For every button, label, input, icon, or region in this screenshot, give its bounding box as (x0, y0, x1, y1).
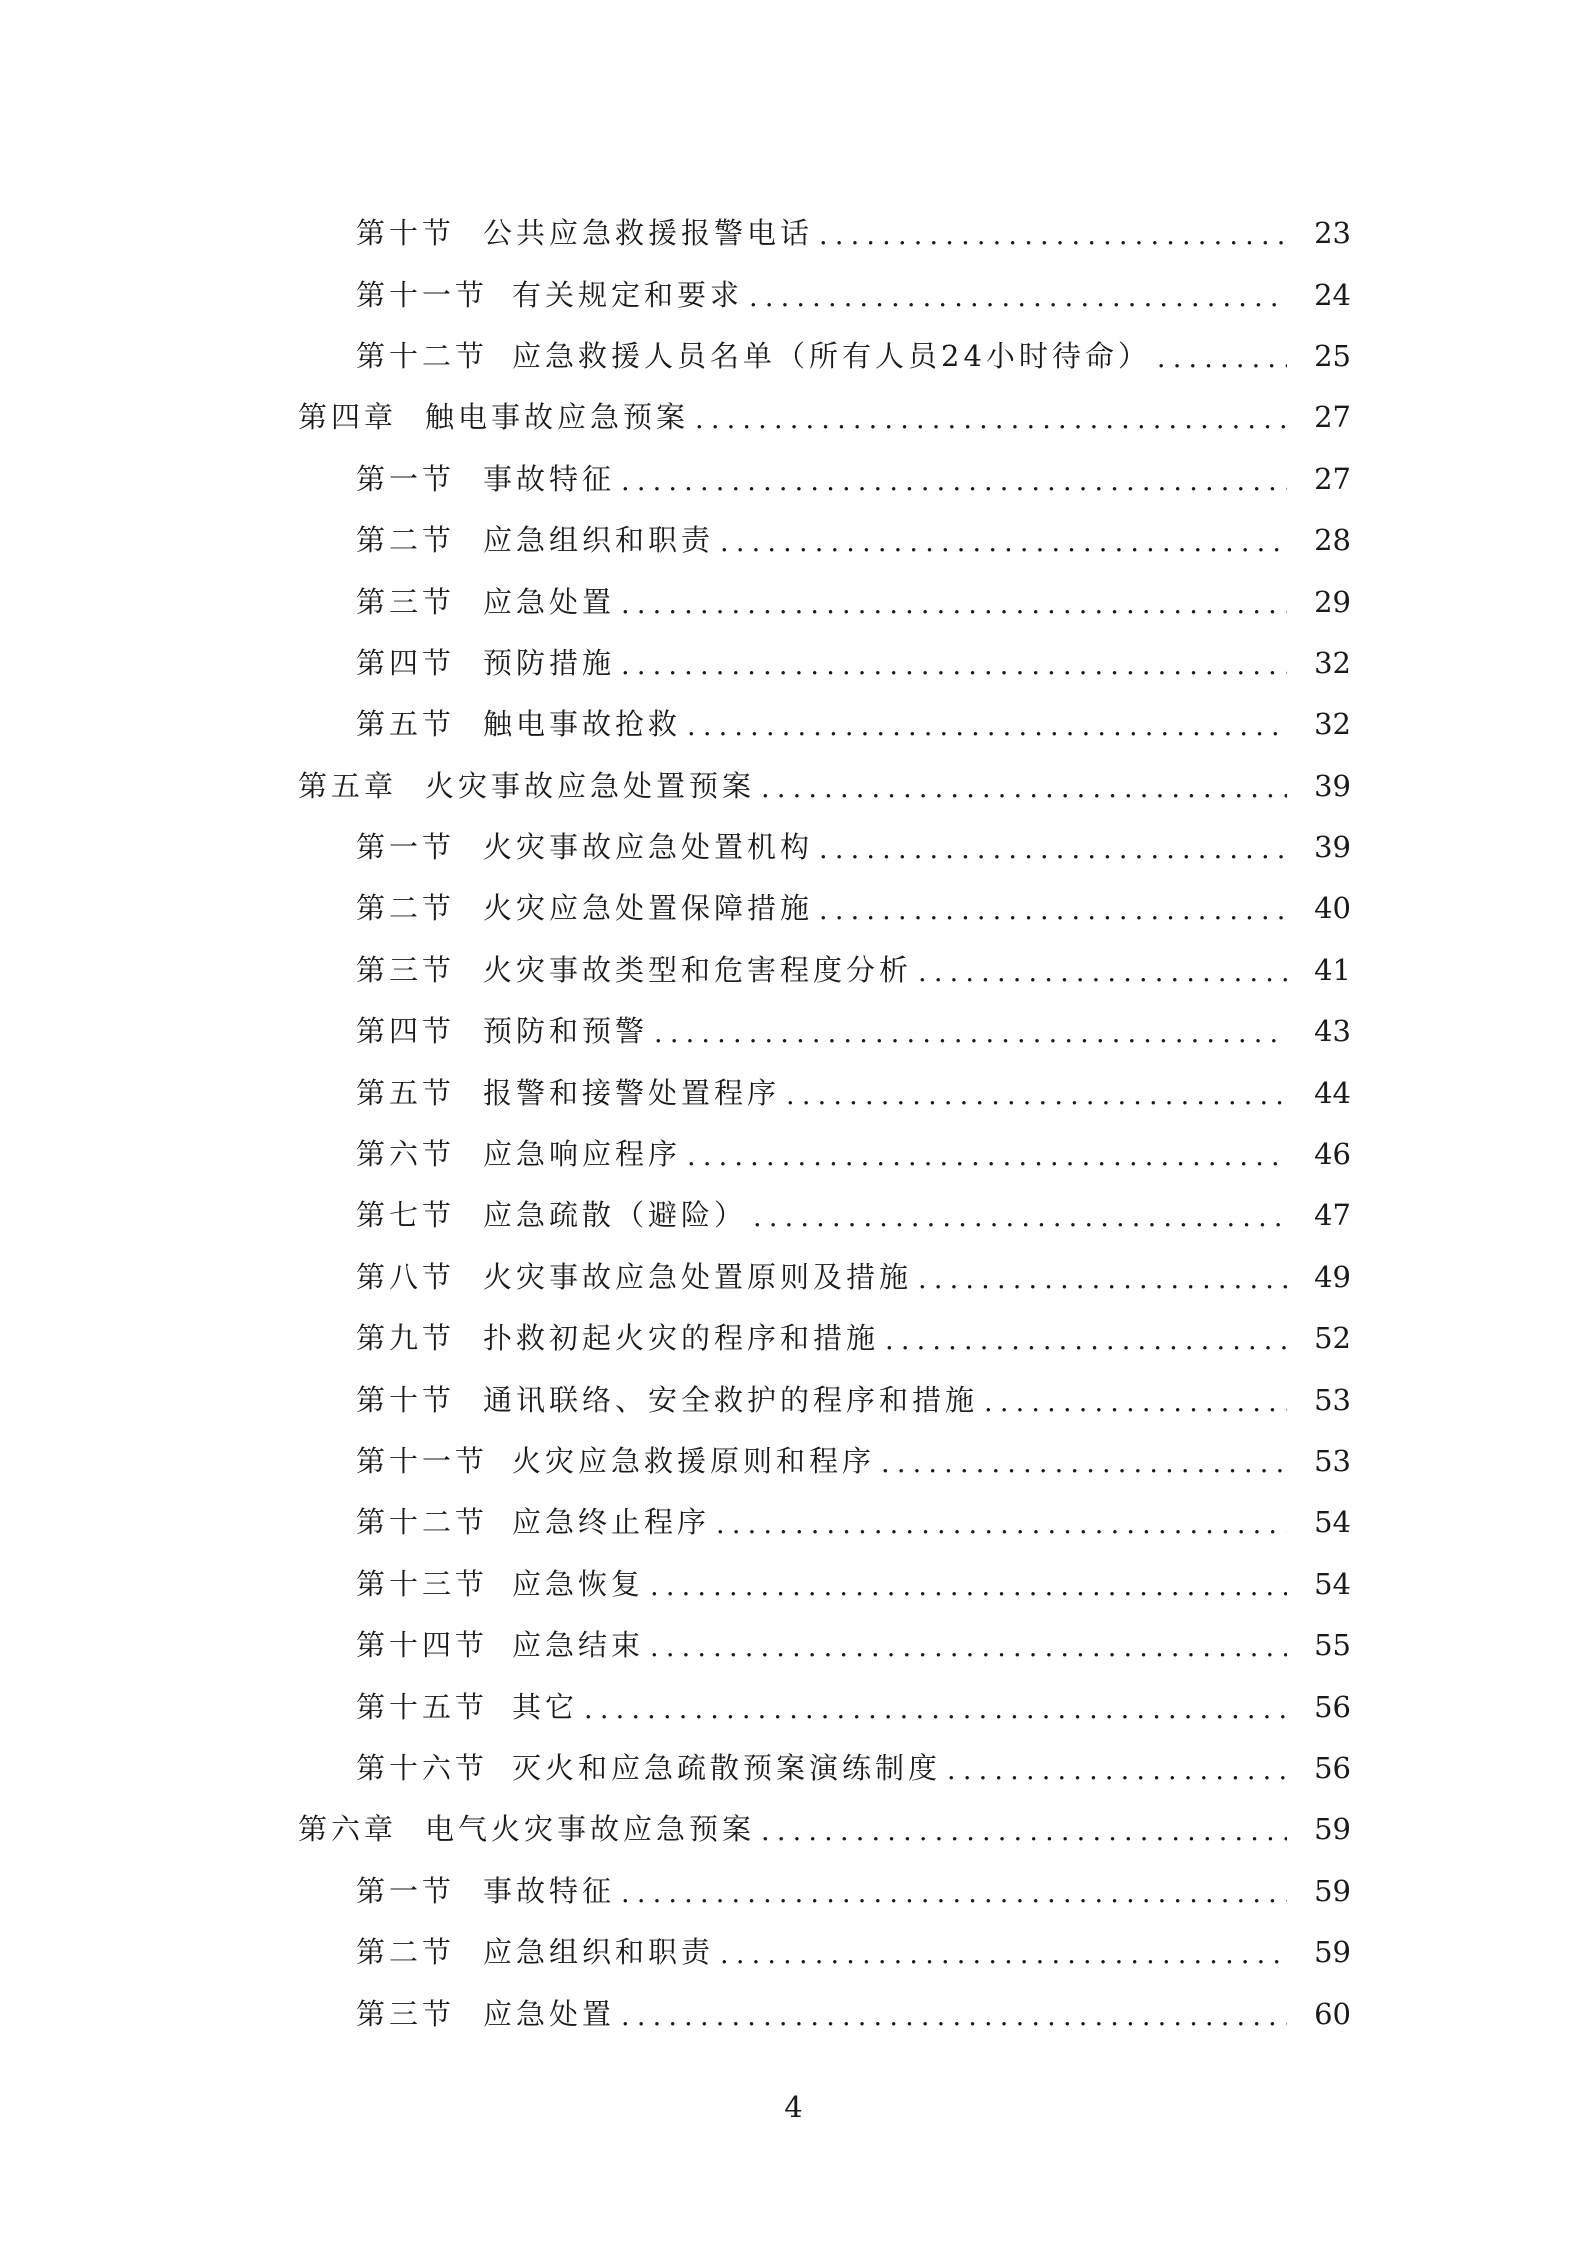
toc-entry-page-number: 27 (1314, 461, 1351, 496)
toc-entry-title: 事故特征 (483, 1873, 616, 1908)
toc-entry-page-number: 43 (1314, 1014, 1351, 1049)
toc-entry-label: 第二节 (356, 891, 456, 926)
toc-entry-label: 第一节 (356, 830, 456, 865)
toc-entry-label: 第十四节 (356, 1628, 489, 1663)
toc-dot-leader (819, 836, 1287, 863)
toc-entry-label: 第十六节 (356, 1750, 489, 1785)
toc-dot-leader (947, 1757, 1287, 1784)
toc-entry-title: 通讯联络、安全救护的程序和措施 (483, 1382, 979, 1417)
toc-entry-label: 第四节 (356, 1014, 456, 1049)
toc-entry-page-number: 32 (1314, 645, 1351, 680)
toc-entry-page-number: 28 (1314, 523, 1351, 558)
toc-dot-leader (720, 529, 1287, 556)
toc-dot-leader (621, 468, 1287, 495)
toc-entry-page-number: 49 (1314, 1259, 1351, 1294)
toc-dot-leader (984, 1389, 1287, 1416)
toc-section-entry[interactable] (0, 1185, 1587, 1246)
toc-entry-label: 第八节 (356, 1259, 456, 1294)
toc-entry-title: 火灾应急救援原则和程序 (512, 1444, 876, 1478)
toc-entry-page-number: 27 (1314, 400, 1351, 435)
toc-entry-title: 火灾事故应急处置预案 (425, 768, 756, 803)
toc-entry-label: 第六章 (298, 1812, 398, 1847)
toc-entry-label: 第三节 (356, 952, 456, 987)
toc-section-entry[interactable] (0, 1492, 1587, 1553)
toc-dot-leader (918, 1266, 1287, 1293)
toc-section-entry[interactable] (0, 1001, 1587, 1062)
toc-entry-label: 第十二节 (356, 338, 489, 373)
toc-section-entry[interactable] (0, 1124, 1587, 1185)
toc-entry-page-number: 39 (1314, 830, 1351, 865)
toc-entry-title: 应急终止程序 (512, 1505, 711, 1540)
toc-section-entry[interactable] (0, 571, 1587, 632)
toc-entry-page-number: 41 (1314, 952, 1351, 987)
toc-section-entry[interactable] (0, 1554, 1587, 1615)
toc-entry-label: 第三节 (356, 1996, 456, 2031)
toc-entry-title: 公共应急救援报警电话 (483, 216, 814, 251)
toc-entry-page-number: 56 (1314, 1689, 1351, 1724)
toc-entry-label: 第五章 (298, 768, 398, 803)
toc-entry-page-number: 52 (1314, 1321, 1351, 1356)
toc-entry-label: 第十三节 (356, 1566, 489, 1601)
toc-entry-title: 触电事故抢救 (483, 707, 682, 742)
toc-entry-label: 第十节 (356, 1382, 456, 1417)
toc-entry-title: 应急救援人员名单（所有人员24小时待命） (512, 338, 1151, 373)
toc-dot-leader (687, 1143, 1287, 1170)
toc-entry-page-number: 39 (1314, 768, 1351, 803)
toc-dot-leader (819, 222, 1287, 249)
toc-entry-label: 第一节 (356, 1873, 456, 1908)
toc-dot-leader (650, 1573, 1287, 1600)
toc-entry-label: 第二节 (356, 1935, 456, 1970)
toc-entry-page-number: 53 (1314, 1444, 1351, 1478)
toc-dot-leader (584, 1696, 1287, 1723)
toc-entry-title: 触电事故应急预案 (425, 400, 690, 435)
toc-dot-leader (654, 1020, 1287, 1047)
toc-dot-leader (621, 2003, 1287, 2030)
toc-dot-leader (720, 1941, 1287, 1968)
toc-entry-title: 应急处置 (483, 584, 616, 619)
toc-chapter-entry[interactable] (0, 387, 1587, 448)
toc-entry-label: 第二节 (356, 523, 456, 558)
toc-dot-leader (621, 591, 1287, 618)
toc-entry-page-number: 32 (1314, 707, 1351, 742)
toc-entry-title: 扑救初起火灾的程序和措施 (483, 1321, 880, 1356)
toc-section-entry[interactable] (0, 1922, 1587, 1983)
toc-section-entry[interactable] (0, 1676, 1587, 1737)
toc-dot-leader (885, 1327, 1287, 1354)
toc-dot-leader (621, 1880, 1287, 1907)
toc-entry-title: 应急响应程序 (483, 1137, 682, 1172)
toc-entry-label: 第三节 (356, 584, 456, 619)
toc-entry-title: 应急疏散（避险） (483, 1198, 748, 1233)
page-number: 4 (784, 2090, 803, 2124)
toc-dot-leader (753, 1204, 1287, 1231)
toc-section-entry[interactable] (0, 1308, 1587, 1369)
toc-entry-label: 第十一节 (356, 277, 489, 312)
toc-entry-title: 预防和预警 (483, 1014, 649, 1049)
toc-entry-label: 第七节 (356, 1198, 456, 1233)
toc-section-entry[interactable] (0, 1431, 1587, 1492)
toc-entry-label: 第九节 (356, 1321, 456, 1356)
toc-entry-title: 火灾事故应急处置机构 (483, 830, 814, 865)
toc-entry-label: 第五节 (356, 1075, 456, 1110)
toc-entry-page-number: 24 (1314, 277, 1351, 312)
toc-entry-page-number: 47 (1314, 1198, 1351, 1233)
toc-entry-page-number: 56 (1314, 1750, 1351, 1785)
toc-dot-leader (761, 1818, 1287, 1845)
toc-entry-page-number: 59 (1314, 1935, 1351, 1970)
toc-entry-title: 应急恢复 (512, 1566, 645, 1601)
toc-dot-leader (819, 897, 1287, 924)
toc-section-entry[interactable] (0, 878, 1587, 939)
toc-entry-label: 第十节 (356, 216, 456, 251)
toc-section-entry[interactable] (0, 940, 1587, 1001)
toc-section-entry[interactable] (0, 510, 1587, 571)
toc-entry-title: 火灾应急处置保障措施 (483, 891, 814, 926)
toc-section-entry[interactable] (0, 1062, 1587, 1123)
toc-entry-label: 第一节 (356, 461, 456, 496)
toc-entry-page-number: 55 (1314, 1628, 1351, 1663)
toc-entry-page-number: 53 (1314, 1382, 1351, 1417)
toc-entry-label: 第四章 (298, 400, 398, 435)
toc-entry-page-number: 59 (1314, 1812, 1351, 1847)
toc-entry-title: 火灾事故应急处置原则及措施 (483, 1259, 913, 1294)
toc-dot-leader (761, 775, 1287, 802)
toc-section-entry[interactable] (0, 1861, 1587, 1922)
toc-section-entry[interactable] (0, 633, 1587, 694)
toc-entry-page-number: 54 (1314, 1566, 1351, 1601)
toc-dot-leader (695, 406, 1287, 433)
toc-dot-leader (716, 1511, 1287, 1538)
toc-section-entry[interactable] (0, 1983, 1587, 2044)
toc-entry-page-number: 29 (1314, 584, 1351, 619)
toc-entry-title: 事故特征 (483, 461, 616, 496)
toc-chapter-entry[interactable] (0, 756, 1587, 817)
toc-entry-label: 第十五节 (356, 1689, 489, 1724)
toc-entry-page-number: 54 (1314, 1505, 1351, 1540)
toc-entry-title: 其它 (512, 1689, 579, 1724)
toc-entry-title: 应急组织和职责 (483, 1935, 715, 1970)
toc-entry-title: 火灾事故类型和危害程度分析 (483, 952, 913, 987)
toc-section-entry[interactable] (0, 326, 1587, 387)
toc-entry-title: 报警和接警处置程序 (483, 1075, 781, 1110)
toc-entry-title: 预防措施 (483, 645, 616, 680)
toc-dot-leader (749, 284, 1287, 311)
toc-chapter-entry[interactable] (0, 1799, 1587, 1860)
toc-dot-leader (1157, 345, 1287, 372)
toc-entry-title: 有关规定和要求 (512, 277, 744, 312)
toc-section-entry[interactable] (0, 1247, 1587, 1308)
toc-section-entry[interactable] (0, 694, 1587, 755)
toc-section-entry[interactable] (0, 817, 1587, 878)
toc-entry-title: 应急处置 (483, 1996, 616, 2031)
toc-section-entry[interactable] (0, 203, 1587, 264)
toc-entry-page-number: 23 (1314, 216, 1351, 251)
toc-section-entry[interactable] (0, 264, 1587, 325)
toc-dot-leader (621, 652, 1287, 679)
toc-entry-title: 应急结束 (512, 1628, 645, 1663)
toc-entry-page-number: 59 (1314, 1873, 1351, 1908)
toc-entry-title: 应急组织和职责 (483, 523, 715, 558)
toc-dot-leader (650, 1634, 1287, 1661)
toc-entry-page-number: 25 (1314, 338, 1351, 373)
toc-entry-page-number: 60 (1314, 1996, 1351, 2031)
toc-section-entry[interactable] (0, 1615, 1587, 1676)
toc-entry-page-number: 46 (1314, 1137, 1351, 1172)
toc-entry-title: 灭火和应急疏散预案演练制度 (512, 1750, 942, 1785)
toc-entry-label: 第六节 (356, 1137, 456, 1172)
table-of-contents (0, 203, 1587, 2045)
toc-entry-label: 第五节 (356, 707, 456, 742)
toc-entry-page-number: 44 (1314, 1075, 1351, 1110)
toc-dot-leader (687, 713, 1287, 740)
toc-section-entry[interactable] (0, 1738, 1587, 1799)
toc-section-entry[interactable] (0, 1369, 1587, 1430)
toc-dot-leader (786, 1082, 1287, 1109)
toc-entry-label: 第十二节 (356, 1505, 489, 1540)
toc-section-entry[interactable] (0, 449, 1587, 510)
toc-entry-page-number: 40 (1314, 891, 1351, 926)
toc-entry-title: 电气火灾事故应急预案 (425, 1812, 756, 1847)
toc-dot-leader (881, 1450, 1287, 1477)
toc-entry-label: 第十一节 (356, 1444, 489, 1478)
toc-entry-label: 第四节 (356, 645, 456, 680)
toc-dot-leader (918, 959, 1287, 986)
